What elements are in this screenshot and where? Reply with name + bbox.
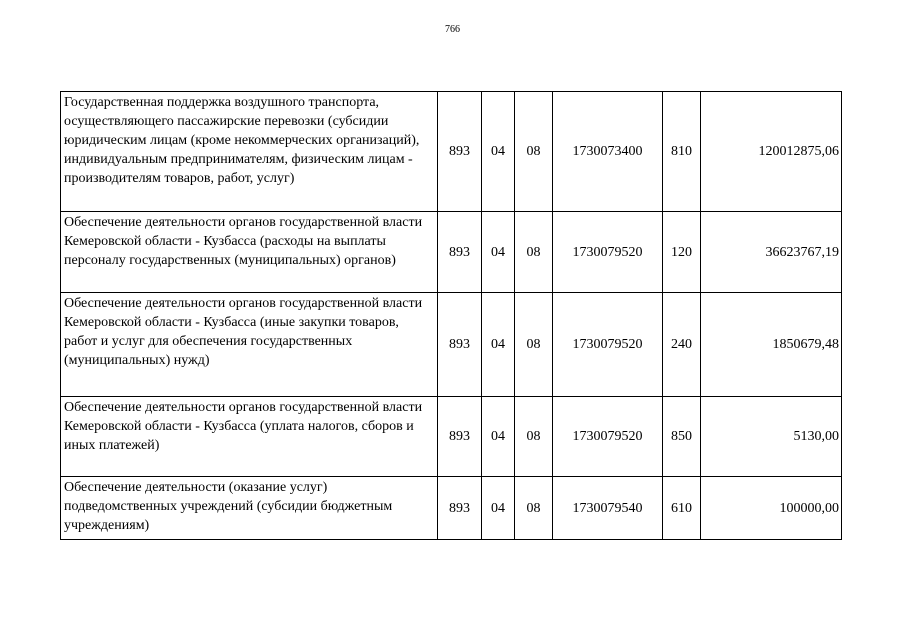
expense-type-code: 240 <box>663 293 701 397</box>
row-description: Обеспечение деятельности (оказание услуг) подведомственных учреждений (субсидии бюджетным учреждениям) <box>61 477 438 540</box>
row-description: Обеспечение деятельности органов государственной власти Кемеровской области - Кузбасса (уплата налогов, сборов и иных платежей) <box>61 397 438 477</box>
ministry-code: 893 <box>438 92 482 212</box>
table-row <box>61 477 842 540</box>
expense-type-code: 610 <box>663 477 701 540</box>
amount-value: 5130,00 <box>701 397 842 477</box>
section-code: 04 <box>482 212 515 293</box>
table-row <box>61 293 842 397</box>
subsection-code: 08 <box>515 397 553 477</box>
amount-value: 36623767,19 <box>701 212 842 293</box>
ministry-code: 893 <box>438 212 482 293</box>
section-code: 04 <box>482 477 515 540</box>
expense-type-code: 810 <box>663 92 701 212</box>
target-article-code: 1730079520 <box>553 212 663 293</box>
table-row <box>61 92 842 212</box>
ministry-code: 893 <box>438 293 482 397</box>
section-code: 04 <box>482 397 515 477</box>
budget-table <box>60 91 842 540</box>
ministry-code: 893 <box>438 477 482 540</box>
amount-value: 1850679,48 <box>701 293 842 397</box>
table-row <box>61 212 842 293</box>
subsection-code: 08 <box>515 293 553 397</box>
row-description: Обеспечение деятельности органов государственной власти Кемеровской области - Кузбасса (расходы на выплаты персоналу государственных (муниципальных) органов) <box>61 212 438 293</box>
target-article-code: 1730079540 <box>553 477 663 540</box>
section-code: 04 <box>482 293 515 397</box>
target-article-code: 1730073400 <box>553 92 663 212</box>
page-number: 766 <box>445 24 460 35</box>
target-article-code: 1730079520 <box>553 397 663 477</box>
target-article-code: 1730079520 <box>553 293 663 397</box>
expense-type-code: 850 <box>663 397 701 477</box>
subsection-code: 08 <box>515 477 553 540</box>
ministry-code: 893 <box>438 397 482 477</box>
subsection-code: 08 <box>515 92 553 212</box>
expense-type-code: 120 <box>663 212 701 293</box>
row-description: Обеспечение деятельности органов государственной власти Кемеровской области - Кузбасса (иные закупки товаров, работ и услуг для обеспечения государственных (муниципальных) нужд) <box>61 293 438 397</box>
amount-value: 100000,00 <box>701 477 842 540</box>
table-row <box>61 397 842 477</box>
section-code: 04 <box>482 92 515 212</box>
row-description: Государственная поддержка воздушного транспорта, осуществляющего пассажирские перевозки (субсидии юридическим лицам (кроме некоммерческих организаций), индивидуальным предпринимателям, физическим лицам - производителям товаров, работ, услуг) <box>61 92 438 212</box>
subsection-code: 08 <box>515 212 553 293</box>
amount-value: 120012875,06 <box>701 92 842 212</box>
